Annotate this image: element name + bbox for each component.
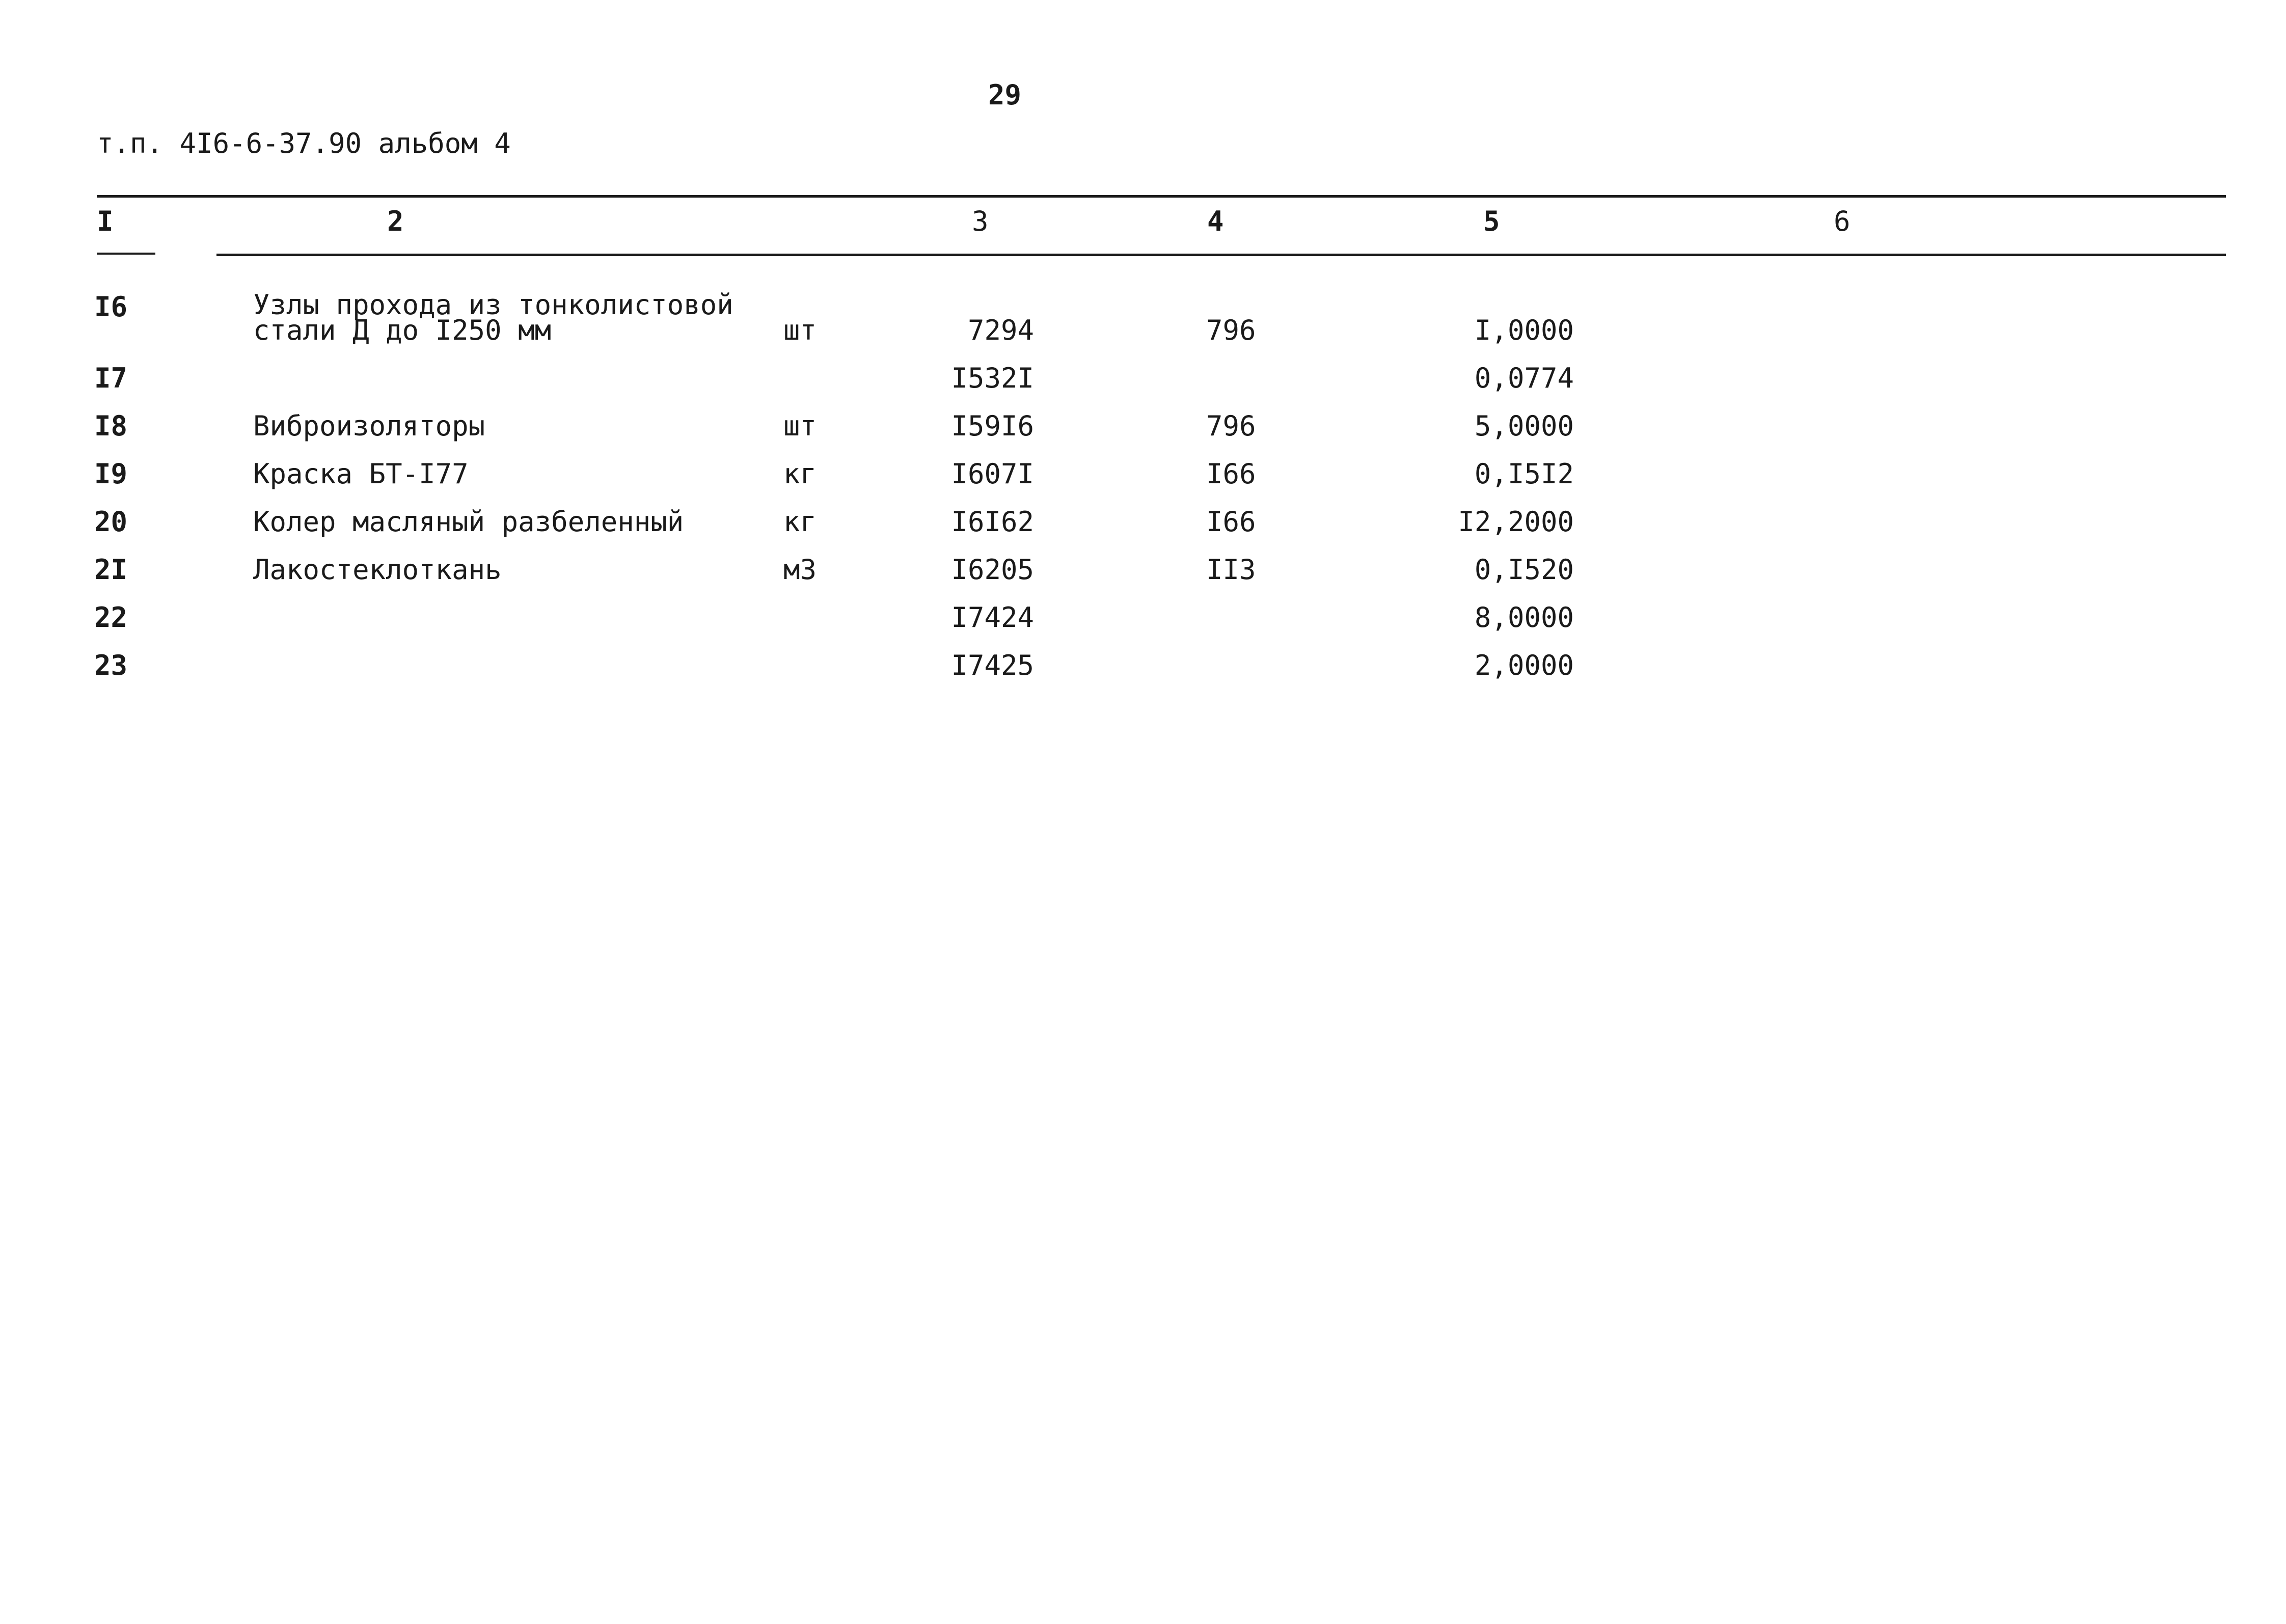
row-number: 22: [94, 601, 128, 634]
unit-code: II3: [1206, 554, 1256, 586]
row-number: I7: [94, 362, 128, 394]
unit-code: 796: [1206, 410, 1256, 442]
row-number: 20: [94, 506, 128, 538]
material-code: 7294: [967, 314, 1034, 346]
column-header-4: 4: [1207, 205, 1224, 237]
unit: шт: [783, 314, 817, 346]
header-underline: [216, 254, 2226, 256]
material-code: I532I: [951, 362, 1034, 394]
quantity: I,0000: [1474, 314, 1574, 346]
document-reference: т.п. 4I6-6-37.90 альбом 4: [97, 127, 511, 159]
column-header-3: 3: [972, 205, 989, 237]
unit-code: 796: [1206, 314, 1256, 346]
page-number: 29: [988, 79, 1022, 111]
item-name-line-1: Узлы прохода из тонколистовой: [253, 289, 733, 321]
row-number: I9: [94, 458, 128, 490]
quantity: I2,2000: [1458, 506, 1574, 538]
quantity: 0,I520: [1474, 554, 1574, 586]
unit: кг: [783, 506, 817, 538]
quantity: 8,0000: [1474, 601, 1574, 634]
quantity: 0,I5I2: [1474, 458, 1574, 490]
item-name: Виброизоляторы: [253, 410, 485, 442]
quantity: 5,0000: [1474, 410, 1574, 442]
material-code: I607I: [951, 458, 1034, 490]
unit-code: I66: [1206, 506, 1256, 538]
table-top-rule: [97, 195, 2226, 198]
material-code: I59I6: [951, 410, 1034, 442]
material-code: I7425: [951, 649, 1034, 681]
column-header-5: 5: [1483, 205, 1500, 237]
material-code: I7424: [951, 601, 1034, 634]
column-header-2: 2: [387, 205, 404, 237]
quantity: 2,0000: [1474, 649, 1574, 681]
header-underline-col1: [97, 253, 155, 255]
column-header-6: 6: [1834, 205, 1850, 237]
quantity: 0,0774: [1474, 362, 1574, 394]
item-name: Колер масляный разбеленный: [253, 506, 684, 538]
row-number: I8: [94, 410, 128, 442]
unit: шт: [783, 410, 817, 442]
row-number: 2I: [94, 554, 128, 586]
column-header-1: I: [97, 205, 114, 237]
unit: кг: [783, 458, 817, 490]
item-name: Лакостеклоткань: [253, 554, 502, 586]
unit: м3: [783, 554, 817, 586]
item-name-line-2: стали Д до I250 мм: [253, 314, 552, 346]
unit-code: I66: [1206, 458, 1256, 490]
material-code: I6I62: [951, 506, 1034, 538]
item-name: Краска БТ-I77: [253, 458, 469, 490]
row-number: 23: [94, 649, 128, 681]
material-code: I6205: [951, 554, 1034, 586]
row-number: I6: [94, 291, 128, 323]
